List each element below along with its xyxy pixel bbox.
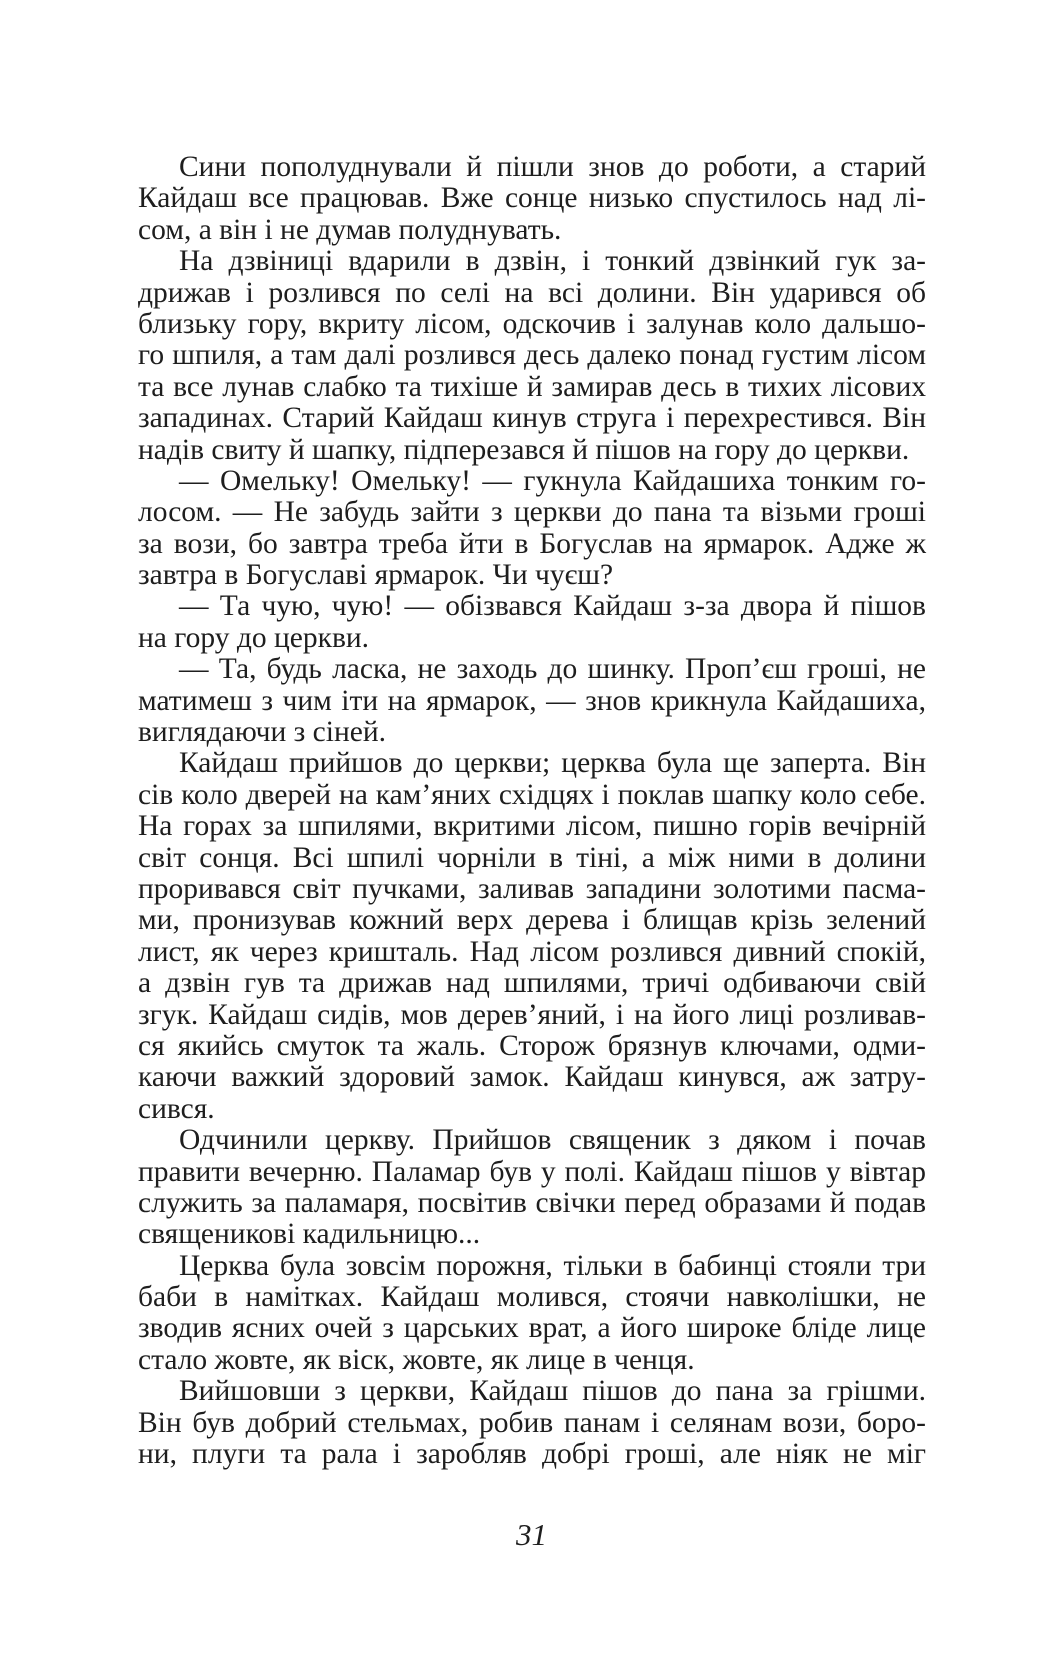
text-line: баби в намітках. Кайдаш молився, стоячи навколішки, не xyxy=(138,1281,926,1314)
text-line: проривався світ пучками, заливав западини золотими пасма- xyxy=(138,872,926,905)
text-line: правити вечерню. Паламар був у полі. Кайдаш пішов у вівтар xyxy=(138,1155,926,1188)
paragraph xyxy=(138,591,926,654)
text-line: сів коло дверей на кам’яних східцях і поклав шапку коло себе. xyxy=(138,778,926,811)
text-line: Церква була зовсім порожня, тільки в бабинці стояли три xyxy=(179,1249,926,1282)
text-line: згук. Кайдаш сидів, мов дерев’яний, і на його лиці розливав- xyxy=(138,998,926,1031)
text-line: Кайдаш прийшов до церкви; церква була ще заперта. Він xyxy=(179,747,926,780)
page-body xyxy=(138,152,926,1470)
text-line: матимеш з чим іти на ярмарок, — знов крикнула Кайдашиха, xyxy=(138,684,926,717)
text-line: сом, а він і не думав полуднувать. xyxy=(138,213,562,246)
text-line: — Та, будь ласка, не заходь до шинку. Проп’єш гроші, не xyxy=(179,653,926,686)
text-line: — Омельку! Омельку! — гукнула Кайдашиха тонким го- xyxy=(179,464,926,497)
text-line: священикові кадильницю... xyxy=(138,1218,481,1251)
text-line: Одчинили церкву. Прийшов священик з дяком і почав xyxy=(179,1124,926,1157)
text-line: Кайдаш все працював. Вже сонце низько спустилось над лі- xyxy=(138,182,926,215)
text-line: Вийшовши з церкви, Кайдаш пішов до пана за грішми. xyxy=(179,1375,926,1408)
text-line: каючи важкий здоровий замок. Кайдаш кинувся, аж затру- xyxy=(138,1061,926,1094)
page-number: 31 xyxy=(516,1517,547,1552)
paragraph xyxy=(138,152,926,246)
text-line: світ сонця. Всі шпилі чорніли в тіні, а між ними в долини xyxy=(138,841,926,874)
text-line: за вози, бо завтра треба йти в Богуслав на ярмарок. Адже ж xyxy=(138,527,926,560)
text-line: служить за паламаря, посвітив свічки перед образами й подав xyxy=(138,1186,926,1219)
text-line: лосом. — Не забудь зайти з церкви до пана та візьми гроші xyxy=(138,496,926,529)
text-line: та все лунав слабко та тихіше й замирав десь в тихих лісових xyxy=(138,370,926,403)
text-line: западинах. Старий Кайдаш кинув струга і перехрестився. Він xyxy=(138,402,926,435)
text-line: лист, як через кришталь. Над лісом розлився дивний спокій, xyxy=(138,935,926,968)
text-line: стало жовте, як віск, жовте, як лице в ченця. xyxy=(138,1343,695,1376)
text-line: На горах за шпилями, вкритими лісом, пишно горів вечірній xyxy=(138,810,926,843)
text-line: зводив ясних очей з царських врат, а його широке бліде лице xyxy=(138,1312,926,1345)
paragraph xyxy=(138,1125,926,1251)
text-line: завтра в Богуславі ярмарок. Чи чуєш? xyxy=(138,559,614,592)
paragraph xyxy=(138,246,926,466)
text-line: сився. xyxy=(138,1092,215,1125)
text-line: ся якийсь смуток та жаль. Сторож брязнув ключами, одми- xyxy=(138,1029,926,1062)
text-line: надів свиту й шапку, підперезався й пішов на гору до церкви. xyxy=(138,433,910,466)
text-line: — Та чую, чую! — обізвався Кайдаш з-за двора й пішов xyxy=(179,590,926,623)
paragraph xyxy=(138,1251,926,1377)
text-line: ми, пронизував кожний верх дерева і блищав крізь зелений xyxy=(138,904,926,937)
text-line: а дзвін гув та дрижав над шпилями, тричі одбиваючи свій xyxy=(138,967,926,1000)
paragraph xyxy=(138,1376,926,1470)
text-line: виглядаючи з сіней. xyxy=(138,716,386,749)
paragraph xyxy=(138,748,926,1125)
paragraph xyxy=(138,466,926,592)
text-line: На дзвіниці вдарили в дзвін, і тонкий дзвінкий гук за- xyxy=(179,245,926,278)
paragraph xyxy=(138,654,926,748)
text-line: Сини пополуднували й пішли знов до роботи, а старий xyxy=(179,151,926,183)
text-line: Він був добрий стельмах, робив панам і селянам вози, боро- xyxy=(138,1406,926,1439)
text-line: дрижав і розлився по селі на всі долини. Він ударився об xyxy=(138,276,926,309)
text-line: го шпиля, а там далі розлився десь далеко понад густим лісом xyxy=(138,339,926,372)
text-line: на гору до церкви. xyxy=(138,621,370,654)
text-line: ни, плуги та рала і заробляв добрі гроші, але ніяк не міг xyxy=(138,1438,926,1471)
text-line: близьку гору, вкриту лісом, одскочив і залунав коло дальшо- xyxy=(138,307,926,340)
